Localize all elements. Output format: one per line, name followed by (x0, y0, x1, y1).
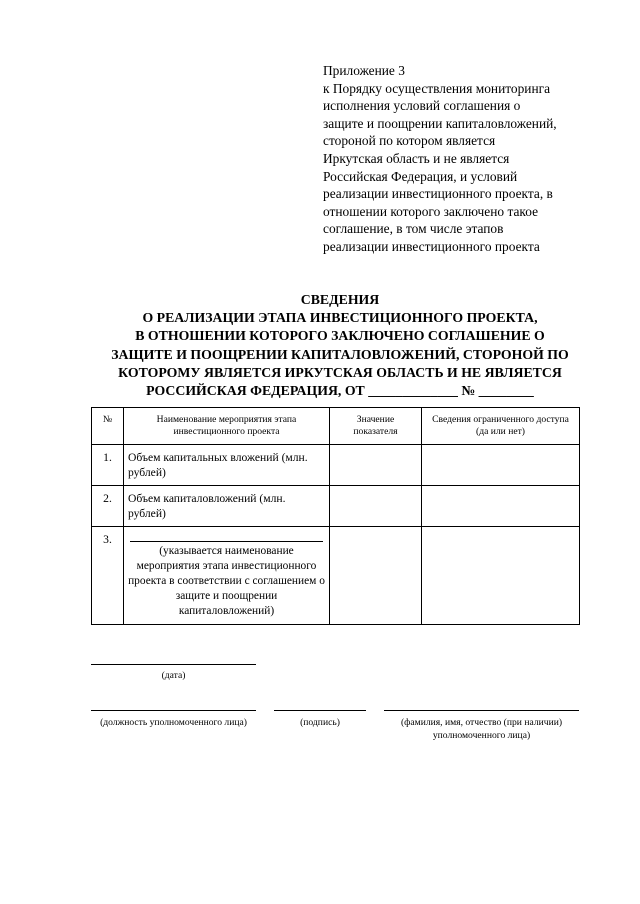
row-restricted-access (422, 445, 580, 486)
table-row (92, 445, 580, 486)
date-caption: (дата) (161, 670, 186, 681)
title-line: О РЕАЛИЗАЦИИ ЭТАПА ИНВЕСТИЦИОННОГО ПРОЕКТА, (142, 310, 538, 326)
header-restricted-access: Сведения ограниченного доступа (да или нет) (422, 408, 580, 445)
title-line: ЗАЩИТЕ И ПООЩРЕНИИ КАПИТАЛОВЛОЖЕНИЙ, СТОРОНОЙ ПО (111, 346, 569, 362)
title-line: РОССИЙСКАЯ ФЕДЕРАЦИЯ, ОТ _____________ № ________ (146, 383, 534, 399)
row-number: 3. (92, 527, 124, 625)
row-activity-name: (указывается наименование мероприятия этапа инвестиционного проекта в соответствии с соглашением о защите и поощрении капиталовложений) (128, 545, 325, 617)
row-indicator-value (330, 486, 422, 527)
signature-caption: (подпись) (300, 717, 340, 728)
document-title (60, 291, 620, 400)
annex-line: Российская Федерация, и условий (323, 168, 518, 184)
row-activity-name: Объем капиталовложений (млн. рублей) (124, 486, 330, 527)
header-indicator-value: Значение показателя (330, 408, 422, 445)
annex-line: стороной по котором является (323, 133, 496, 149)
position-line (91, 710, 256, 711)
row-activity-name: Объем капитальных вложений (млн. рублей) (124, 445, 330, 486)
table-header-row (92, 408, 580, 445)
report-table (91, 407, 580, 625)
annex-line: реализации инвестиционного проекта, в (323, 186, 553, 202)
row-number: 2. (92, 486, 124, 527)
full-name-line (384, 710, 579, 711)
row-indicator-value (330, 527, 422, 625)
title-line: СВЕДЕНИЯ (300, 292, 380, 307)
header-activity-name: Наименование мероприятия этапа инвестиционного проекта (124, 408, 330, 445)
annex-reference (323, 62, 588, 256)
row-activity-name-cell (124, 527, 330, 625)
annex-line: соглашение, в том числе этапов (323, 221, 504, 237)
header-number: № (92, 408, 124, 445)
table-row (92, 527, 580, 625)
annex-line: Приложение 3 (323, 63, 405, 78)
row-number: 1. (92, 445, 124, 486)
full-name-caption: (фамилия, имя, отчество (при наличии) уполномоченного лица) (400, 717, 563, 741)
title-line: В ОТНОШЕНИИ КОТОРОГО ЗАКЛЮЧЕНО СОГЛАШЕНИЕ О (135, 328, 545, 344)
activity-name-fill-line (130, 532, 323, 542)
annex-line: реализации инвестиционного проекта (323, 238, 540, 254)
annex-line: защите и поощрении капиталовложений, (323, 115, 557, 131)
row-indicator-value (330, 445, 422, 486)
title-line: КОТОРОМУ ЯВЛЯЕТСЯ ИРКУТСКАЯ ОБЛАСТЬ И НЕ ЯВЛЯЕТСЯ (118, 364, 562, 380)
table-row (92, 486, 580, 527)
annex-line: Иркутская область и не является (323, 150, 510, 166)
annex-line: отношении которого заключено такое (323, 203, 539, 219)
row-restricted-access (422, 527, 580, 625)
row-restricted-access (422, 486, 580, 527)
signature-line (274, 710, 366, 711)
date-line (91, 664, 256, 665)
position-caption: (должность уполномоченного лица) (100, 717, 247, 728)
annex-line: исполнения условий соглашения о (323, 98, 521, 114)
annex-line: к Порядку осуществления мониторинга (323, 80, 551, 96)
